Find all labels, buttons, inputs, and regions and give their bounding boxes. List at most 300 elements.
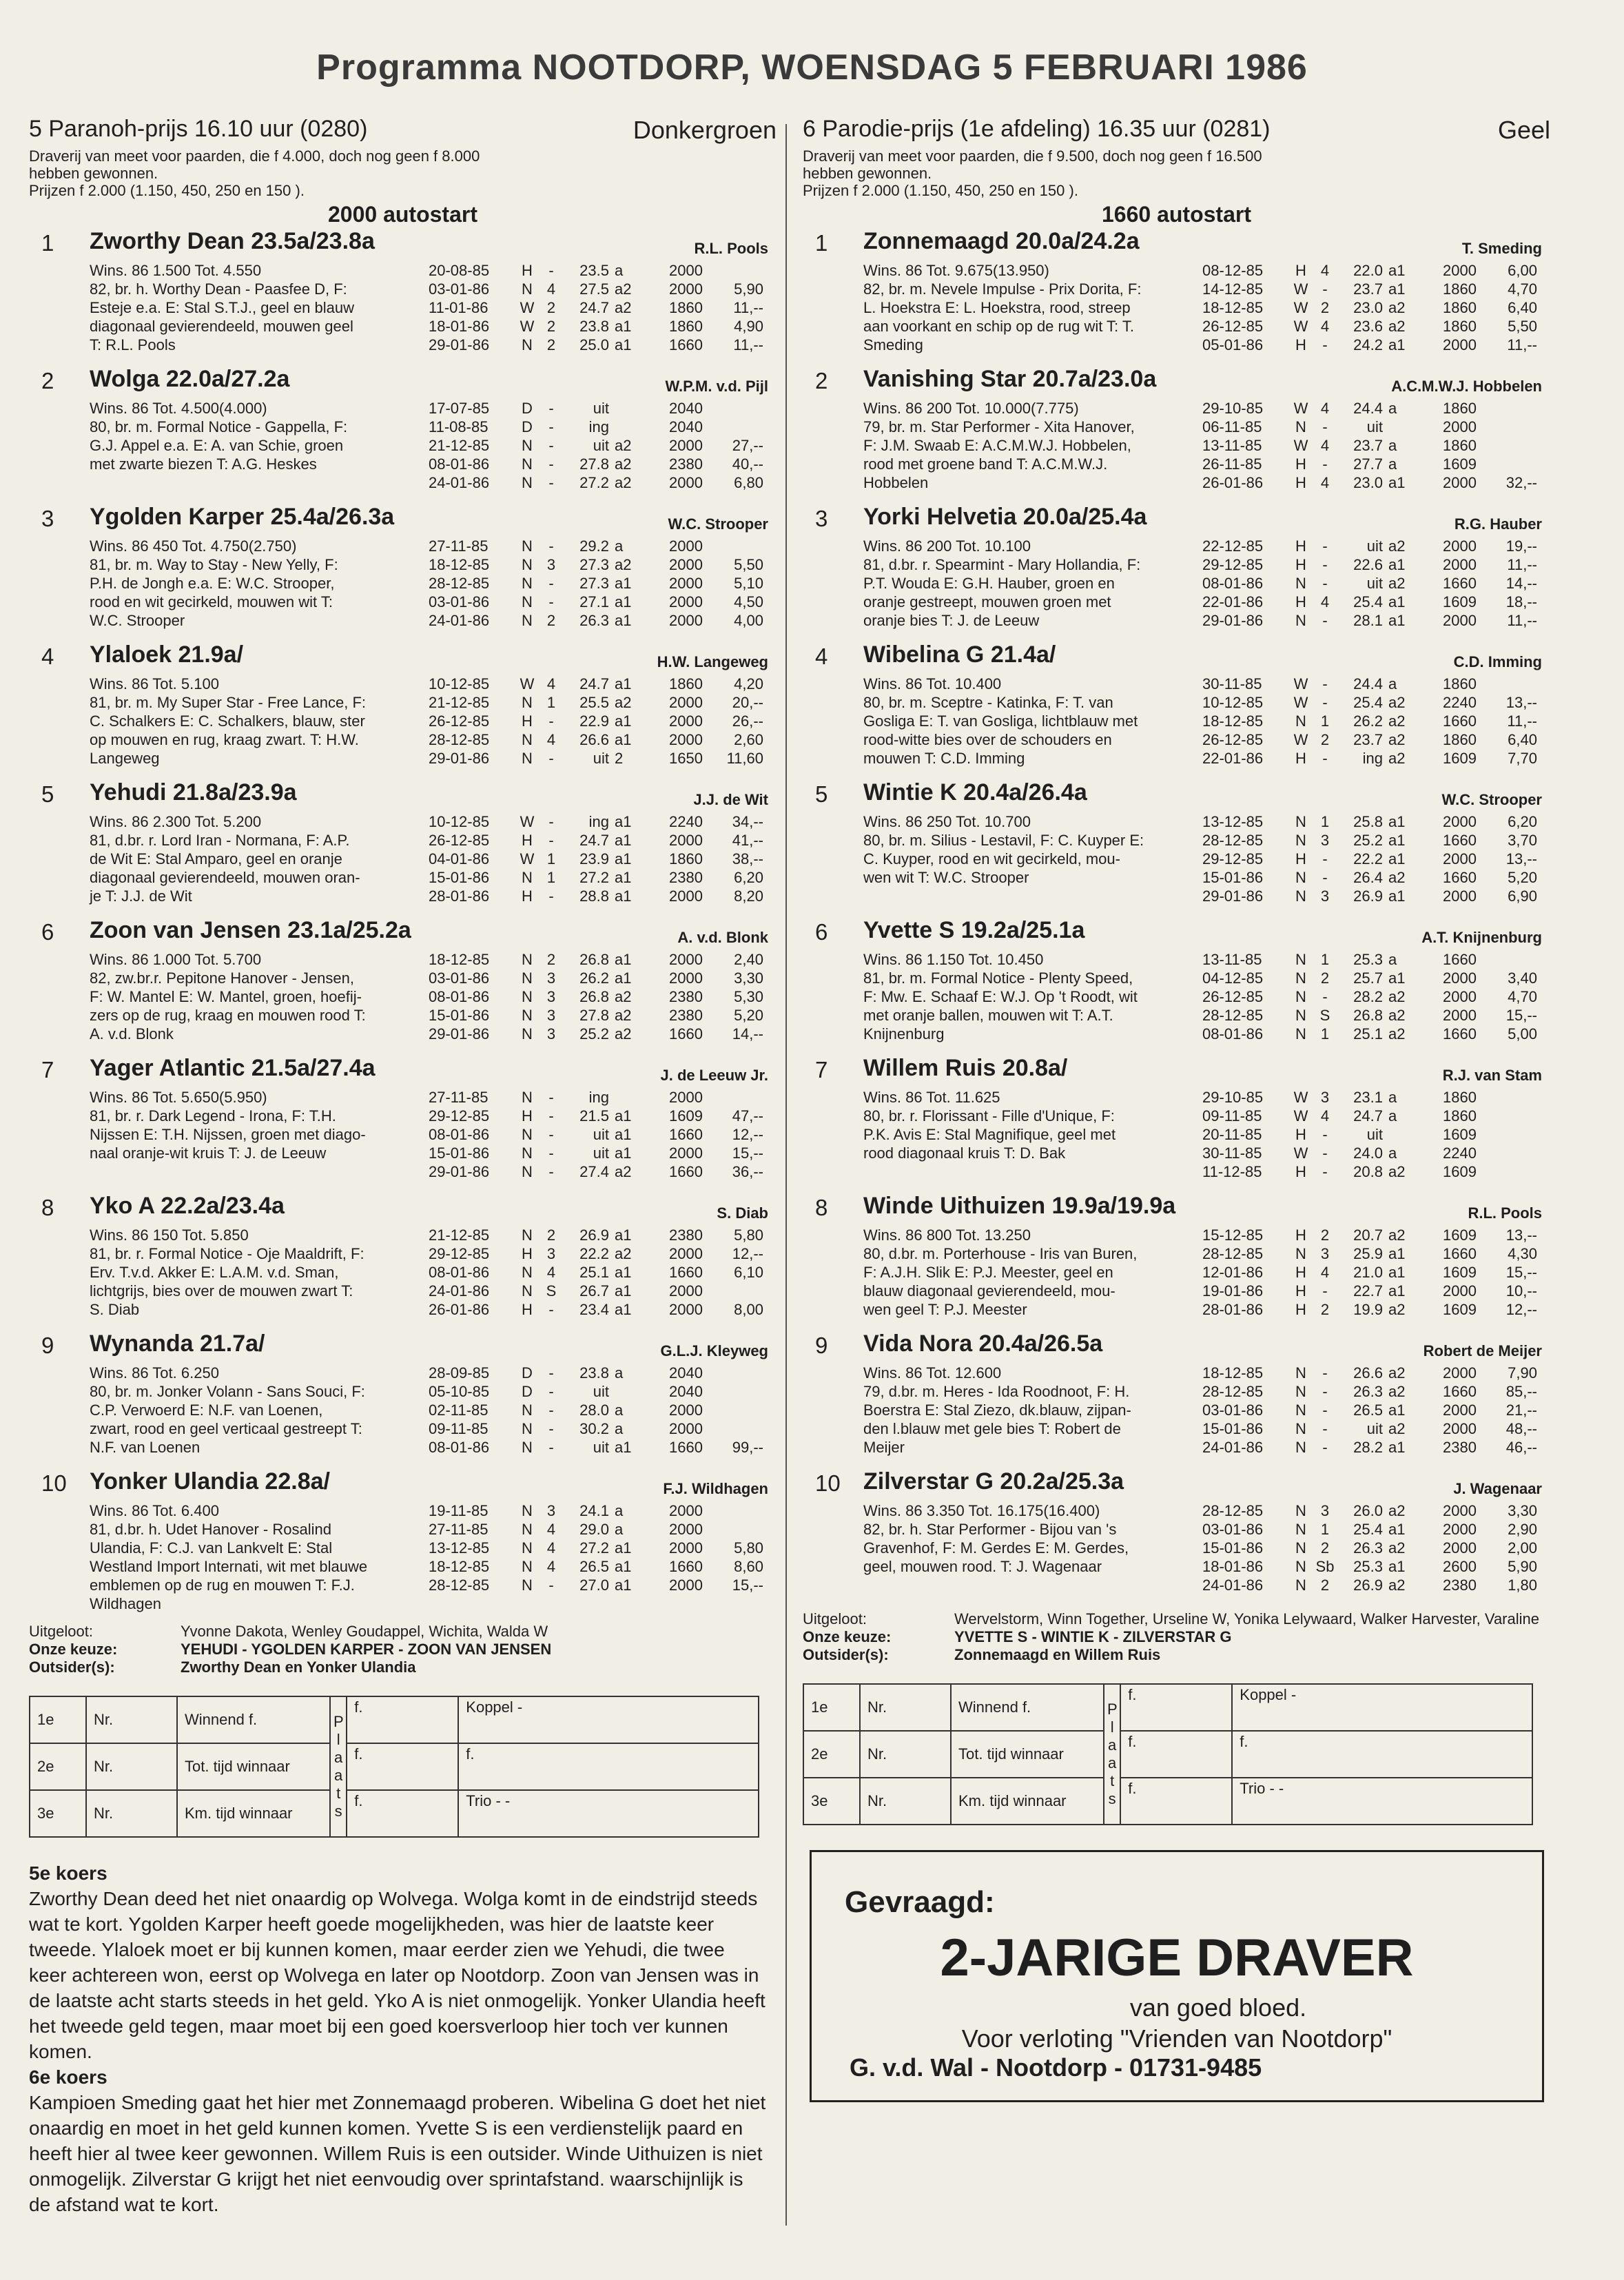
horse-info — [863, 1088, 1222, 1162]
result-distance: 2000 — [669, 832, 703, 849]
result-odds — [1477, 455, 1537, 473]
result-time: 24.4 — [1353, 400, 1383, 417]
result-odds: 4,90 — [734, 318, 763, 335]
result-start — [609, 1382, 655, 1401]
result-distance: 1609 — [1443, 1264, 1477, 1281]
our-choice-label: Onze keuze: — [29, 1641, 118, 1658]
horse-body — [29, 1501, 777, 1617]
result-row — [1202, 1576, 1537, 1594]
result-odds — [1477, 1107, 1537, 1125]
result-track: N — [1295, 1558, 1306, 1575]
result-time: 28.2 — [1353, 1439, 1383, 1456]
result-place: - — [1322, 988, 1328, 1005]
result-place: - — [548, 1163, 554, 1180]
result-date: 15-01-86 — [1202, 1420, 1264, 1437]
nr-cell[interactable]: Nr. — [86, 1790, 177, 1837]
result-place: - — [1322, 850, 1328, 867]
result-date: 13-12-85 — [1202, 813, 1264, 830]
result-time: 25.1 — [579, 1264, 609, 1281]
horse-body — [803, 675, 1550, 778]
result-distance: 2000 — [669, 474, 703, 491]
result-track: W — [520, 813, 535, 830]
horse-results-table — [1202, 399, 1537, 492]
horse-info-line: Wins. 86 Tot. 9.675(13.950) — [863, 262, 1049, 279]
result-odds: 15,-- — [732, 1577, 763, 1594]
result-row — [429, 473, 763, 492]
horse-body — [803, 261, 1550, 364]
result-distance: 1660 — [1443, 869, 1477, 886]
horse-info-line: wen geel T: P.J. Meester — [863, 1301, 1027, 1318]
result-row — [429, 987, 763, 1006]
result-place: - — [1322, 418, 1328, 435]
result-place: - — [548, 712, 554, 730]
result-row — [1202, 887, 1537, 905]
result-date: 29-01-86 — [429, 750, 490, 767]
result-track: N — [522, 1163, 533, 1180]
horse-number: 10 — [815, 1470, 841, 1496]
horse-info-line: emblemen op de rug en mouwen T: F.J. — [90, 1577, 355, 1594]
result-start: a — [1388, 1107, 1397, 1124]
result-odds: 5,00 — [1508, 1025, 1537, 1043]
result-distance: 2000 — [1443, 1420, 1477, 1437]
result-date: 26-01-86 — [1202, 474, 1264, 491]
horse-name: Willem Ruis 20.8a/ — [863, 1055, 1068, 1081]
result-start: a1 — [615, 1107, 632, 1124]
horse-header — [803, 366, 1550, 399]
result-start — [1383, 418, 1428, 436]
result-place: 1 — [1320, 813, 1330, 830]
horse-info-line: rood diagonaal kruis T: D. Bak — [863, 1144, 1066, 1162]
result-odds: 7,90 — [1508, 1364, 1537, 1382]
result-odds — [1477, 675, 1537, 693]
result-distance: 1660 — [1443, 951, 1477, 968]
nr-cell[interactable]: Nr. — [860, 1684, 951, 1731]
horse-info-line: zers op de rug, kraag en mouwen rood T: — [90, 1007, 366, 1024]
horse-driver: R.L. Pools — [694, 240, 768, 257]
result-place: - — [548, 832, 554, 849]
result-distance: 2000 — [1443, 1007, 1477, 1024]
result-place: 3 — [546, 1245, 556, 1262]
place-amount-cell[interactable]: f. — [347, 1743, 458, 1790]
result-distance: 2000 — [1443, 1364, 1477, 1382]
outsiders-value: Zonnemaagd en Willem Ruis — [954, 1646, 1161, 1663]
horse-info — [90, 399, 448, 473]
nr-cell[interactable]: Nr. — [860, 1731, 951, 1778]
horse-info-line: 81, br. m. My Super Star - Free Lance, F: — [90, 694, 367, 711]
horse-results-table — [1202, 675, 1537, 768]
result-place: - — [548, 1089, 554, 1106]
result-date: 04-12-85 — [1202, 969, 1264, 987]
horse-info-line: T: R.L. Pools — [90, 336, 176, 353]
result-track: D — [522, 418, 533, 435]
result-date: 12-01-86 — [1202, 1264, 1264, 1281]
place-cell: 2e — [30, 1743, 86, 1790]
result-date: 09-11-85 — [1202, 1107, 1262, 1124]
nr-cell[interactable]: Nr. — [86, 1743, 177, 1790]
horse-info-line: 79, d.br. m. Heres - Ida Roodnoot, F: H. — [863, 1383, 1130, 1400]
result-odds: 48,-- — [1505, 1420, 1537, 1437]
result-track: D — [522, 400, 533, 417]
result-date: 15-01-86 — [429, 869, 490, 886]
withdrawn-row — [803, 1610, 1550, 1628]
result-distance: 2000 — [1443, 474, 1477, 491]
result-distance: 2000 — [1443, 887, 1477, 905]
result-date: 22-01-86 — [1202, 593, 1264, 610]
result-row — [429, 1557, 763, 1576]
horse-name: Yehudi 21.8a/23.9a — [90, 779, 297, 805]
place-amount-cell[interactable]: f. — [347, 1696, 458, 1743]
result-distance: 1860 — [669, 850, 703, 867]
horse-info-line: C. Kuyper, rood en wit gecirkeld, mou- — [863, 850, 1120, 867]
result-track: N — [1295, 969, 1306, 987]
horse-body — [29, 1226, 777, 1329]
result-odds — [1477, 399, 1537, 418]
place-amount-cell[interactable]: f. — [1120, 1731, 1232, 1778]
result-time: 20.8 — [1353, 1163, 1383, 1180]
result-row — [1202, 317, 1537, 336]
combination-cell[interactable]: Trio - - — [1232, 1778, 1532, 1825]
horse-number: 2 — [41, 368, 54, 393]
result-track: N — [1295, 887, 1306, 905]
result-distance: 2000 — [669, 437, 703, 454]
result-place: 2 — [1320, 1301, 1330, 1318]
result-date: 27-11-85 — [429, 1089, 489, 1106]
result-odds: 19,-- — [1505, 537, 1537, 555]
result-start: a1 — [615, 969, 632, 987]
result-track: N — [522, 869, 533, 886]
result-time: 23.4 — [579, 1301, 609, 1318]
result-row — [429, 1539, 763, 1557]
result-start: a2 — [615, 280, 632, 298]
combination-cell[interactable]: Trio - - — [458, 1790, 759, 1837]
result-date: 24-01-86 — [1202, 1577, 1264, 1594]
result-place: 2 — [546, 318, 556, 335]
result-place: 1 — [546, 694, 556, 711]
result-place: 2 — [546, 1226, 556, 1244]
amount-label-cell: Winnend f. — [951, 1684, 1104, 1731]
result-date: 18-12-85 — [429, 556, 490, 573]
result-date: 29-01-86 — [1202, 887, 1264, 905]
result-place: 4 — [1320, 593, 1330, 610]
nr-cell[interactable]: Nr. — [86, 1696, 177, 1743]
horse-driver: A.T. Knijnenburg — [1421, 929, 1542, 946]
result-row — [1202, 712, 1537, 730]
race-header — [29, 116, 777, 147]
result-time: 25.8 — [1353, 813, 1383, 830]
result-place: 3 — [1320, 1502, 1330, 1519]
horse-info-line: Ulandia, F: C.J. van Lankvelt E: Stal — [90, 1539, 333, 1557]
combination-cell[interactable]: f. — [458, 1743, 759, 1790]
result-odds: 7,70 — [1508, 750, 1537, 767]
result-time: 23.6 — [1353, 318, 1383, 335]
horse-driver: W.P.M. v.d. Pijl — [665, 378, 768, 395]
result-date: 13-12-85 — [429, 1539, 490, 1557]
horse-info-line: Wins. 86 Tot. 10.400 — [863, 675, 1002, 692]
horse-entry — [803, 1055, 1550, 1191]
horse-header — [29, 1331, 777, 1364]
result-time: 26.7 — [579, 1282, 609, 1300]
horse-info-line: Wins. 86 1.150 Tot. 10.450 — [863, 951, 1044, 968]
result-odds: 5,20 — [734, 1007, 763, 1024]
place-amount-cell[interactable]: f. — [347, 1790, 458, 1837]
result-track: N — [1295, 951, 1306, 968]
result-start: a2 — [1388, 537, 1406, 555]
place-cell: 1e — [803, 1684, 860, 1731]
result-distance: 1660 — [669, 1264, 703, 1281]
result-date: 26-11-85 — [1202, 455, 1262, 473]
horse-info-line: 80, br. m. Sceptre - Katinka, F: T. van — [863, 694, 1113, 711]
horse-info-line: Wins. 86 Tot. 5.100 — [90, 675, 219, 692]
results-entry-row — [803, 1778, 1532, 1825]
horse-info-line: F: A.J.H. Slik E: P.J. Meester, geel en — [863, 1264, 1113, 1281]
horse-info-line: 81, d.br. r. Spearmint - Mary Hollandia, F: — [863, 556, 1141, 573]
result-distance: 2000 — [669, 1539, 703, 1557]
result-time: 25.0 — [579, 336, 609, 353]
result-distance: 1660 — [669, 1439, 703, 1456]
horse-number: 4 — [41, 644, 54, 669]
result-distance: 2000 — [669, 712, 703, 730]
result-track: D — [522, 1383, 533, 1400]
horse-info — [90, 261, 448, 354]
horse-info — [863, 1501, 1222, 1576]
result-place: 4 — [1320, 400, 1330, 417]
result-date: 29-01-86 — [1202, 612, 1264, 629]
horse-info-line: met oranje ballen, mouwen wit T: A.T. — [863, 1007, 1113, 1024]
result-time: 25.3 — [1353, 951, 1383, 968]
result-place: 1 — [546, 850, 556, 867]
result-place: 4 — [546, 1521, 556, 1538]
horse-driver: C.D. Imming — [1453, 653, 1542, 670]
horse-info-line: Wins. 86 Tot. 6.250 — [90, 1364, 219, 1382]
result-row — [1202, 1364, 1537, 1382]
result-date: 04-01-86 — [429, 850, 490, 867]
result-track: N — [522, 537, 533, 555]
result-row — [1202, 1520, 1537, 1539]
result-track: W — [1293, 731, 1308, 748]
result-row — [429, 261, 763, 280]
result-row — [429, 850, 763, 868]
amount-label-cell: Tot. tijd winnaar — [951, 1731, 1104, 1778]
horse-info — [863, 399, 1222, 492]
result-place: - — [548, 418, 554, 435]
horse-info-line: W.C. Strooper — [90, 612, 185, 629]
nr-cell[interactable]: Nr. — [860, 1778, 951, 1825]
horse-header — [29, 366, 777, 399]
result-odds: 85,-- — [1505, 1383, 1537, 1400]
our-choice-row — [29, 1641, 777, 1658]
result-track: N — [522, 1539, 533, 1557]
horse-info-line: Wins. 86 2.300 Tot. 5.200 — [90, 813, 262, 830]
horse-header — [803, 1468, 1550, 1501]
results-entry-row — [803, 1731, 1532, 1778]
result-start: a1 — [615, 1301, 632, 1318]
result-time: 28.1 — [1353, 612, 1383, 629]
result-track: N — [522, 1089, 533, 1106]
result-start: a1 — [1388, 262, 1406, 279]
result-time: uit — [593, 1126, 609, 1143]
results-entry-table — [29, 1696, 759, 1838]
result-place: 4 — [1320, 318, 1330, 335]
result-date: 19-11-85 — [429, 1502, 489, 1519]
result-odds: 4,70 — [1508, 280, 1537, 298]
result-distance: 2000 — [669, 1245, 703, 1262]
result-start: a1 — [615, 1439, 632, 1456]
ad-line-1: van goed bloed. — [1129, 1993, 1307, 2022]
result-date: 29-12-85 — [1202, 850, 1264, 867]
result-odds: 18,-- — [1505, 593, 1537, 610]
result-track: N — [522, 1226, 533, 1244]
horse-info-line: 81, d.br. r. Lord Iran - Normana, F: A.P. — [90, 832, 350, 849]
result-start: a2 — [1388, 1301, 1406, 1318]
result-date: 28-12-85 — [429, 575, 490, 592]
result-place: 2 — [1320, 1577, 1330, 1594]
result-date: 29-01-86 — [429, 336, 490, 353]
horse-info-line: Wins. 86 1.500 Tot. 4.550 — [90, 262, 262, 279]
horse-info-line: rood en wit gecirkeld, mouwen wit T: — [90, 593, 333, 610]
result-start: a1 — [615, 1539, 632, 1557]
result-track: N — [522, 951, 533, 968]
result-row — [1202, 693, 1537, 712]
horse-driver: R.L. Pools — [1468, 1204, 1542, 1222]
race-distance: 1660 autostart — [1102, 202, 1251, 227]
result-odds — [1477, 1088, 1537, 1107]
result-time: uit — [593, 1144, 609, 1162]
horse-driver: W.C. Strooper — [1441, 791, 1542, 808]
horse-info-line: Wins. 86 Tot. 6.400 — [90, 1502, 219, 1519]
horse-results-table — [1202, 1088, 1537, 1181]
result-odds: 5,80 — [734, 1539, 763, 1557]
result-start: a1 — [1388, 336, 1406, 353]
result-time: 26.2 — [579, 969, 609, 987]
result-odds: 15,-- — [732, 1144, 763, 1162]
result-distance: 1860 — [1443, 1107, 1477, 1124]
result-start: a1 — [1388, 1558, 1406, 1575]
result-distance: 1609 — [1443, 1126, 1477, 1143]
ad-line-2: Voor verloting "Vrienden van Nootdorp" — [961, 2024, 1392, 2053]
horse-driver: R.J. van Stam — [1442, 1067, 1542, 1084]
result-track: N — [1295, 1577, 1306, 1594]
result-time: 23.7 — [1353, 437, 1383, 454]
result-row — [429, 730, 763, 749]
result-start: a2 — [615, 1025, 632, 1043]
result-row — [1202, 1006, 1537, 1025]
result-time: uit — [1366, 1420, 1383, 1437]
result-odds: 8,20 — [734, 887, 763, 905]
result-odds: 2,00 — [1508, 1539, 1537, 1557]
horse-info-line: Langeweg — [90, 750, 160, 767]
result-distance: 1860 — [1443, 299, 1477, 316]
result-time: 27.0 — [579, 1577, 609, 1594]
result-track: H — [1295, 1126, 1306, 1143]
result-distance: 2380 — [669, 869, 703, 886]
result-track: H — [1295, 1163, 1306, 1180]
result-row — [1202, 455, 1537, 473]
result-row — [429, 436, 763, 455]
result-place: - — [548, 1401, 554, 1419]
horse-info-line: Wins. 86 Tot. 5.650(5.950) — [90, 1089, 267, 1106]
result-odds — [703, 537, 763, 555]
horse-name: Yorki Helvetia 20.0a/25.4a — [863, 504, 1147, 530]
horse-info — [90, 950, 448, 1043]
result-time: 28.2 — [1353, 988, 1383, 1005]
result-date: 29-12-85 — [429, 1107, 490, 1124]
outsiders-label: Outsider(s): — [803, 1646, 889, 1663]
horse-name: Zilverstar G 20.2a/25.3a — [863, 1468, 1124, 1495]
result-distance: 2000 — [669, 262, 703, 279]
result-row — [1202, 537, 1537, 555]
result-odds: 34,-- — [732, 813, 763, 830]
result-start — [609, 399, 655, 418]
horse-results-table — [429, 537, 763, 630]
result-distance: 2000 — [669, 1089, 703, 1106]
combination-cell[interactable]: Koppel - — [458, 1696, 759, 1743]
result-odds: 12,-- — [732, 1126, 763, 1143]
place-amount-cell[interactable]: f. — [1120, 1778, 1232, 1825]
combination-cell[interactable]: Koppel - — [1232, 1684, 1532, 1731]
result-distance: 1609 — [1443, 1301, 1477, 1318]
result-start: a1 — [1388, 813, 1406, 830]
result-distance: 2380 — [669, 988, 703, 1005]
result-odds: 11,-- — [1507, 336, 1537, 353]
result-place: - — [1322, 675, 1328, 692]
result-time: 24.0 — [1353, 1144, 1383, 1162]
horse-info-line: rood-witte bies over de schouders en — [863, 731, 1112, 748]
horse-header — [803, 228, 1550, 261]
result-row — [429, 887, 763, 905]
result-start: a1 — [1388, 1521, 1406, 1538]
result-odds: 6,00 — [1508, 262, 1537, 279]
withdrawn-row — [29, 1623, 777, 1641]
combination-cell[interactable]: f. — [1232, 1731, 1532, 1778]
result-distance: 2000 — [1443, 556, 1477, 573]
horse-info-line: zwart, rood en geel verticaal gestreept T: — [90, 1420, 362, 1437]
result-odds: 2,40 — [734, 951, 763, 968]
result-start: a2 — [1388, 1383, 1406, 1400]
result-row — [1202, 868, 1537, 887]
result-start: a1 — [615, 1282, 632, 1300]
withdrawn-label: Uitgeloot: — [29, 1623, 93, 1640]
horse-info-line: aan voorkant en schip op de rug wit T: T. — [863, 318, 1134, 335]
result-track: N — [522, 336, 533, 353]
result-track: N — [522, 1126, 533, 1143]
result-date: 15-12-85 — [1202, 1226, 1264, 1244]
result-track: N — [1295, 869, 1306, 886]
result-date: 22-01-86 — [1202, 750, 1264, 767]
result-odds — [703, 418, 763, 436]
horse-info-line: P.H. de Jongh e.a. E: W.C. Strooper, — [90, 575, 335, 592]
result-time: ing — [1362, 750, 1383, 767]
result-row — [1202, 1263, 1537, 1282]
result-start: a — [1388, 1089, 1397, 1106]
result-place: 4 — [546, 1539, 556, 1557]
result-distance: 2000 — [669, 1144, 703, 1162]
outsiders-label: Outsider(s): — [29, 1658, 115, 1676]
result-track: W — [1293, 299, 1308, 316]
horse-body — [803, 1501, 1550, 1605]
result-date: 28-01-86 — [1202, 1301, 1264, 1318]
result-row — [429, 1520, 763, 1539]
result-row — [429, 812, 763, 831]
horse-info — [863, 537, 1222, 630]
result-place: 3 — [546, 1025, 556, 1043]
place-amount-cell[interactable]: f. — [1120, 1684, 1232, 1731]
result-track: N — [522, 1420, 533, 1437]
horse-entry — [29, 366, 777, 502]
result-time: ing — [588, 813, 609, 830]
result-odds: 11,-- — [1507, 712, 1537, 730]
result-distance: 2000 — [1443, 262, 1477, 279]
result-date: 18-12-85 — [429, 1558, 490, 1575]
